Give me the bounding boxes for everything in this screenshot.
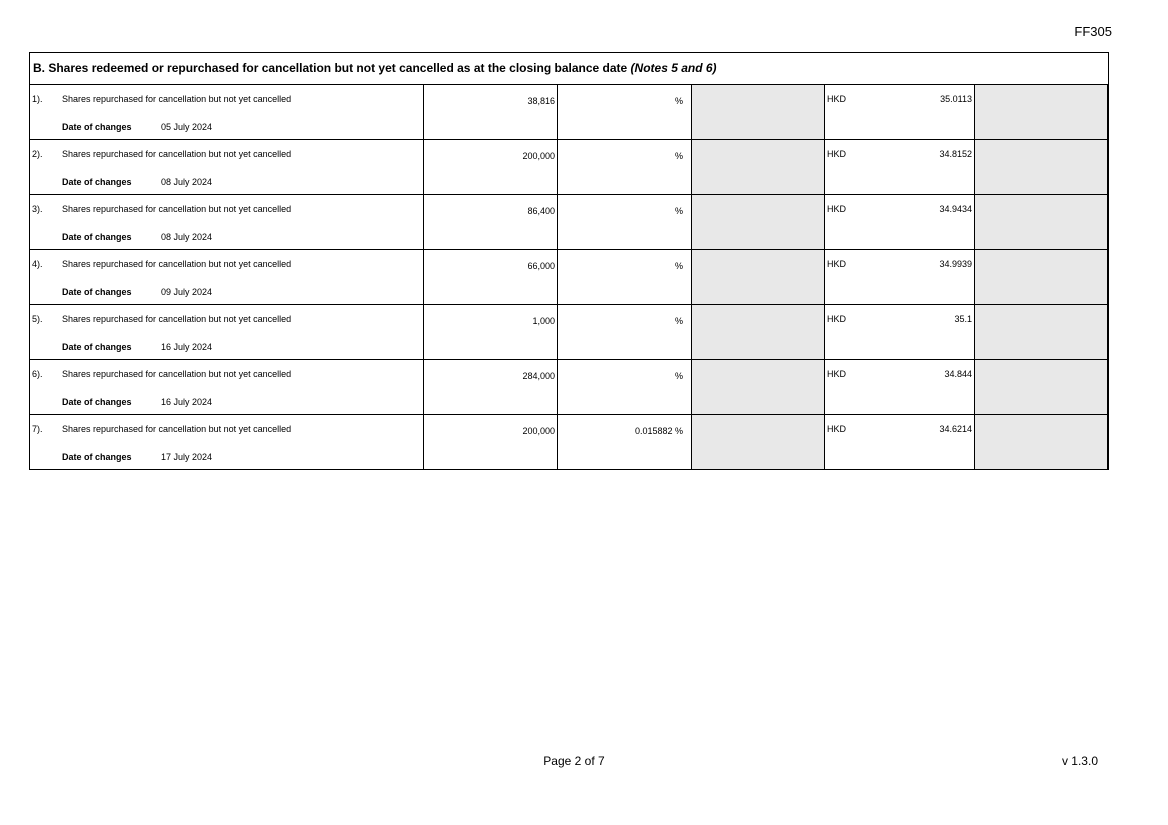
table-row: [30, 305, 1108, 360]
date-of-changes-value: 05 July 2024: [161, 122, 213, 132]
percent-value: 0.015882 %: [634, 426, 683, 436]
date-of-changes-label: Date of changes: [62, 342, 132, 352]
currency-value: HKD: [827, 259, 847, 269]
percent-value: %: [674, 96, 683, 106]
date-of-changes-label: Date of changes: [62, 397, 132, 407]
currency-value: HKD: [827, 204, 847, 214]
percent-cell: [557, 250, 691, 304]
price-value: 34.9939: [939, 259, 972, 269]
price-value: 34.8152: [939, 149, 972, 159]
shaded-cell: [691, 140, 824, 194]
description-cell: [30, 140, 423, 194]
quantity-cell: [423, 195, 557, 249]
shaded-cell: [974, 195, 1108, 249]
date-of-changes-value: 09 July 2024: [161, 287, 213, 297]
row-description: Shares repurchased for cancellation but not yet cancelled: [62, 94, 292, 104]
percent-value: %: [674, 151, 683, 161]
price-cell: [824, 85, 974, 139]
shaded-cell: [974, 360, 1108, 414]
date-of-changes-label: Date of changes: [62, 122, 132, 132]
row-number: 1).: [32, 94, 43, 104]
percent-cell: [557, 195, 691, 249]
quantity-value: 200,000: [522, 426, 555, 436]
percent-value: %: [674, 206, 683, 216]
quantity-value: 284,000: [522, 371, 555, 381]
table-row: [30, 85, 1108, 140]
percent-cell: [557, 85, 691, 139]
price-cell: [824, 305, 974, 359]
quantity-cell: [423, 85, 557, 139]
shaded-cell: [974, 85, 1108, 139]
date-of-changes-value: 08 July 2024: [161, 177, 213, 187]
date-of-changes-label: Date of changes: [62, 287, 132, 297]
shaded-cell: [974, 415, 1108, 469]
date-of-changes-value: 16 July 2024: [161, 342, 213, 352]
currency-value: HKD: [827, 149, 847, 159]
shaded-cell: [691, 305, 824, 359]
date-of-changes-value: 16 July 2024: [161, 397, 213, 407]
row-description: Shares repurchased for cancellation but not yet cancelled: [62, 204, 292, 214]
percent-cell: [557, 360, 691, 414]
shaded-cell: [974, 305, 1108, 359]
price-value: 34.6214: [939, 424, 972, 434]
description-cell: [30, 305, 423, 359]
section-title-text: B. Shares redeemed or repurchased for cancellation but not yet cancelled as at the closing balance date: [33, 61, 631, 75]
form-code: FF305: [1074, 24, 1112, 39]
description-cell: [30, 250, 423, 304]
price-cell: [824, 360, 974, 414]
date-of-changes-label: Date of changes: [62, 177, 132, 187]
table-row: [30, 140, 1108, 195]
price-cell: [824, 415, 974, 469]
quantity-value: 1,000: [532, 316, 555, 326]
price-cell: [824, 195, 974, 249]
row-number: 7).: [32, 424, 43, 434]
page-number: Page 2 of 7: [543, 754, 605, 768]
price-cell: [824, 140, 974, 194]
table-row: [30, 195, 1108, 250]
row-description: Shares repurchased for cancellation but not yet cancelled: [62, 259, 292, 269]
table-row: [30, 250, 1108, 305]
shaded-cell: [691, 250, 824, 304]
row-number: 4).: [32, 259, 43, 269]
quantity-cell: [423, 250, 557, 304]
quantity-value: 38,816: [527, 96, 555, 106]
row-number: 5).: [32, 314, 43, 324]
quantity-value: 86,400: [527, 206, 555, 216]
date-of-changes-label: Date of changes: [62, 232, 132, 242]
percent-value: %: [674, 316, 683, 326]
percent-value: %: [674, 261, 683, 271]
row-description: Shares repurchased for cancellation but not yet cancelled: [62, 424, 292, 434]
shaded-cell: [691, 360, 824, 414]
row-number: 2).: [32, 149, 43, 159]
description-cell: [30, 415, 423, 469]
percent-cell: [557, 415, 691, 469]
price-value: 35.0113: [940, 94, 972, 104]
currency-value: HKD: [827, 314, 847, 324]
shaded-cell: [691, 85, 824, 139]
price-cell: [824, 250, 974, 304]
percent-cell: [557, 305, 691, 359]
date-of-changes-value: 08 July 2024: [161, 232, 213, 242]
row-description: Shares repurchased for cancellation but not yet cancelled: [62, 314, 292, 324]
percent-value: %: [674, 371, 683, 381]
quantity-value: 200,000: [522, 151, 555, 161]
shaded-cell: [691, 195, 824, 249]
version-label: v 1.3.0: [1061, 754, 1098, 768]
shaded-cell: [974, 250, 1108, 304]
description-cell: [30, 360, 423, 414]
percent-cell: [557, 140, 691, 194]
currency-value: HKD: [827, 94, 847, 104]
price-value: 34.844: [944, 369, 972, 379]
section-notes: (Notes 5 and 6): [630, 61, 717, 75]
price-value: 34.9434: [939, 204, 972, 214]
shaded-cell: [691, 415, 824, 469]
quantity-cell: [423, 305, 557, 359]
table-row: [30, 415, 1108, 470]
quantity-cell: [423, 415, 557, 469]
row-description: Shares repurchased for cancellation but not yet cancelled: [62, 149, 292, 159]
quantity-value: 66,000: [527, 261, 555, 271]
shares-redeemed-section: [29, 52, 1109, 470]
quantity-cell: [423, 140, 557, 194]
section-title: [30, 53, 1108, 85]
description-cell: [30, 195, 423, 249]
description-cell: [30, 85, 423, 139]
row-number: 3).: [32, 204, 43, 214]
price-value: 35.1: [954, 314, 972, 324]
row-description: Shares repurchased for cancellation but not yet cancelled: [62, 369, 292, 379]
table-row: [30, 360, 1108, 415]
currency-value: HKD: [827, 369, 847, 379]
currency-value: HKD: [827, 424, 847, 434]
shaded-cell: [974, 140, 1108, 194]
date-of-changes-value: 17 July 2024: [161, 452, 213, 462]
row-number: 6).: [32, 369, 43, 379]
date-of-changes-label: Date of changes: [62, 452, 132, 462]
quantity-cell: [423, 360, 557, 414]
